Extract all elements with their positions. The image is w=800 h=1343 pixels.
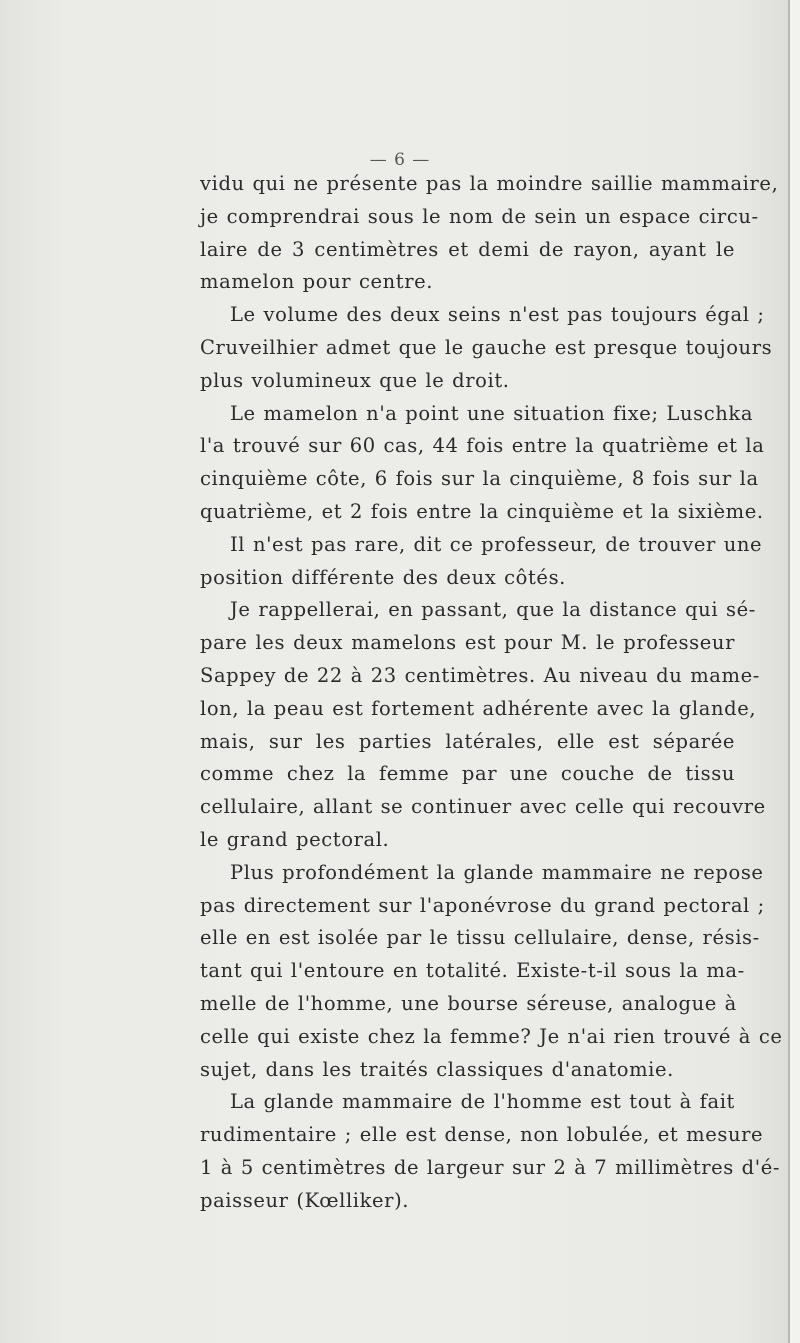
text-line: sujet, dans les traités classiques d'anatomie. (200, 1057, 674, 1081)
text-line: celle qui existe chez la femme? Je n'ai rien trouvé à ce (200, 1024, 783, 1048)
text-line: plus volumineux que le droit. (200, 368, 510, 392)
text-line: elle en est isolée par le tissu cellulaire, dense, résis- (200, 926, 760, 950)
page-number: — 6 — (369, 150, 431, 170)
text-line: cinquième côte, 6 fois sur la cinquième, 8 fois sur la (200, 467, 759, 491)
text-line: Plus profondément la glande mammaire ne repose (230, 860, 764, 884)
text-line: Cruveilhier admet que le gauche est presque toujours (200, 335, 773, 359)
body-text (200, 168, 783, 1218)
text-line: Le mamelon n'a point une situation fixe; Luschka (230, 401, 754, 425)
text-line: l'a trouvé sur 60 cas, 44 fois entre la quatrième et la (200, 434, 765, 458)
text-line: Il n'est pas rare, dit ce professeur, de trouver une (230, 532, 763, 556)
text-line: melle de l'homme, une bourse séreuse, analogue à (200, 991, 737, 1015)
text-line: comme chez la femme par une couche de tissu (200, 762, 735, 786)
text-line: paisseur (Kœlliker). (200, 1188, 410, 1212)
text-line: mamelon pour centre. (200, 270, 434, 294)
text-line: pas directement sur l'aponévrose du grand pectoral ; (200, 893, 765, 917)
page-edge-margin (790, 0, 800, 1343)
text-line: cellulaire, allant se continuer avec celle qui recouvre (200, 795, 766, 819)
text-line: Je rappellerai, en passant, que la distance qui sé- (230, 598, 756, 622)
text-line: Sappey de 22 à 23 centimètres. Au niveau du mame- (200, 663, 760, 687)
text-line: laire de 3 centimètres et demi de rayon, ayant le (200, 237, 735, 261)
text-line: pare les deux mamelons est pour M. le professeur (200, 631, 735, 655)
text-line: mais, sur les parties latérales, elle est séparée (200, 729, 735, 753)
text-line: tant qui l'entoure en totalité. Existe-t-il sous la ma- (200, 959, 745, 983)
text-line: La glande mammaire de l'homme est tout à fait (230, 1090, 735, 1114)
text-line: rudimentaire ; elle est dense, non lobulée, et mesure (200, 1123, 764, 1147)
text-line: je comprendrai sous le nom de sein un espace circu- (200, 204, 759, 228)
text-line: quatrième, et 2 fois entre la cinquième et la sixième. (200, 499, 764, 523)
text-line: lon, la peau est fortement adhérente avec la glande, (200, 696, 757, 720)
text-line: vidu qui ne présente pas la moindre saillie mammaire, (200, 172, 779, 195)
text-line: 1 à 5 centimètres de largeur sur 2 à 7 millimètres d'é- (200, 1155, 781, 1179)
text-line: le grand pectoral. (200, 827, 390, 851)
text-line: position différente des deux côtés. (200, 565, 566, 589)
text-line: Le volume des deux seins n'est pas toujours égal ; (230, 303, 765, 327)
